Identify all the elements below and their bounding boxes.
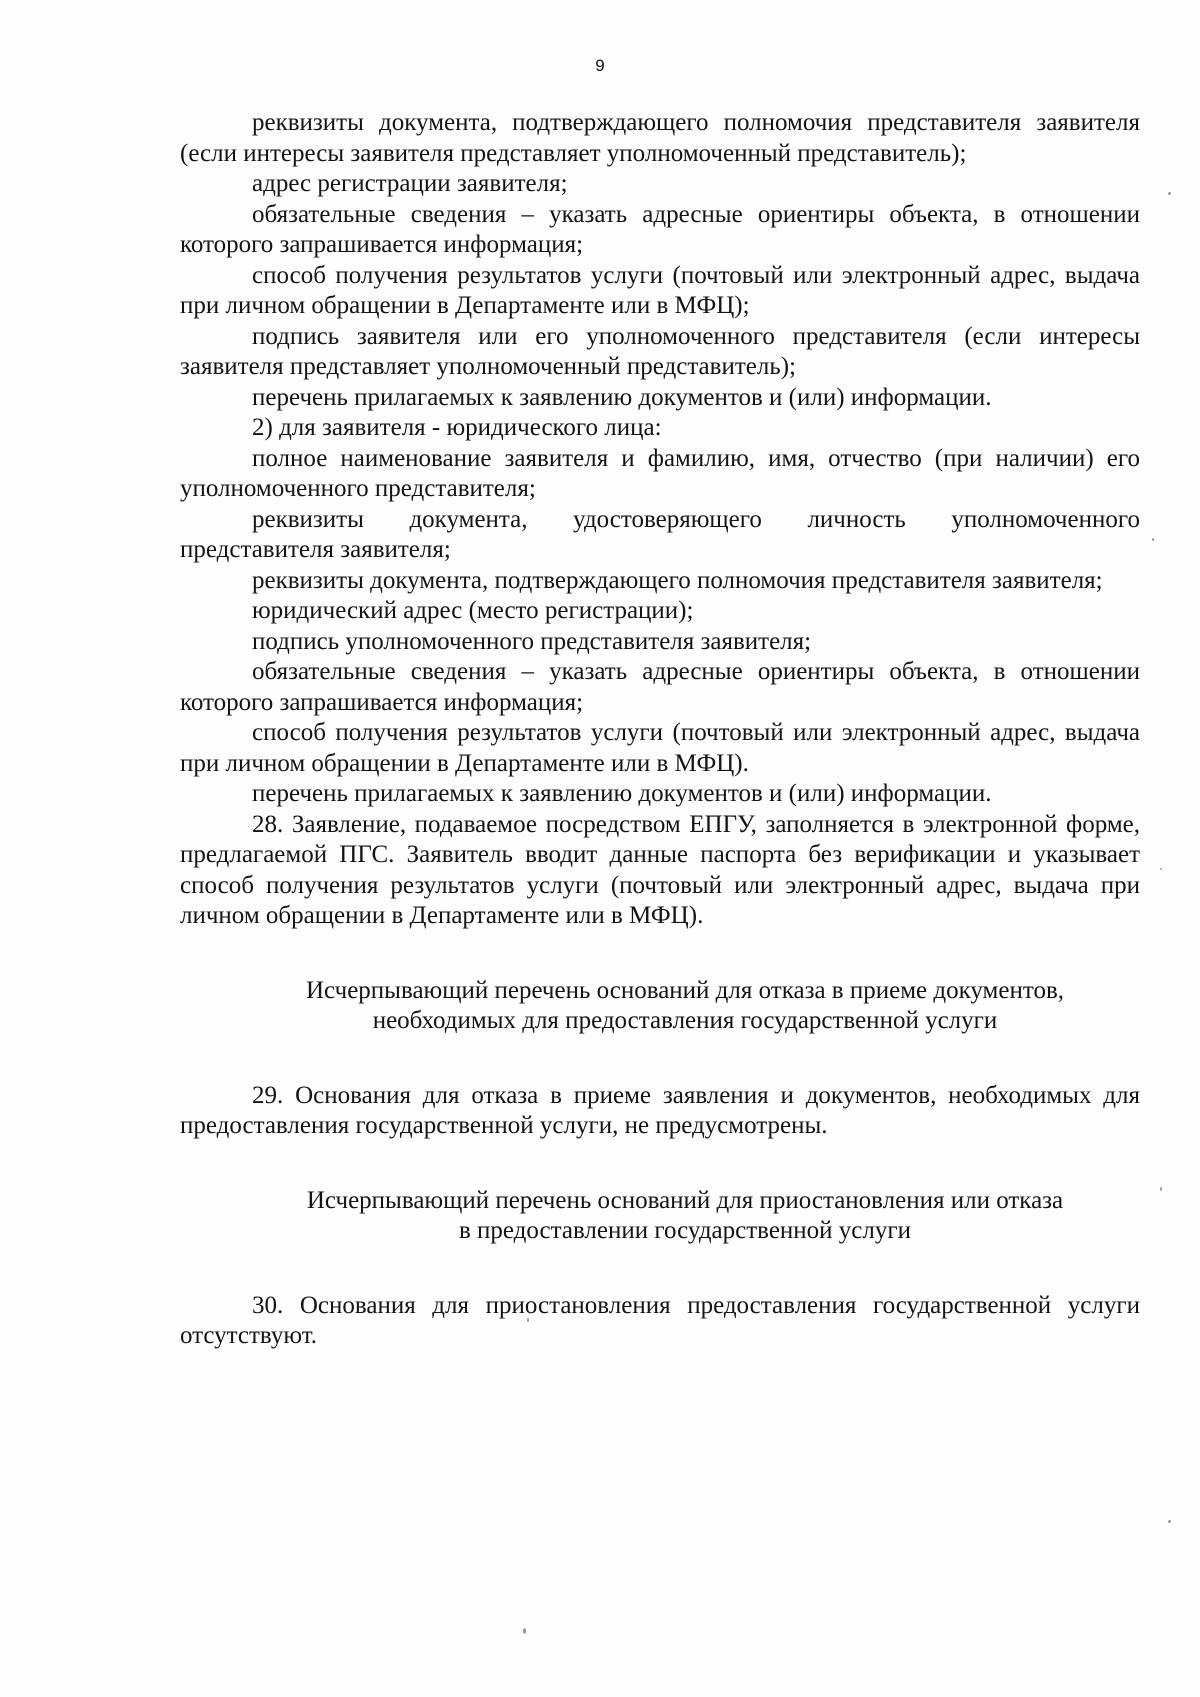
- spacer: [180, 932, 1140, 976]
- scan-speck: [1168, 192, 1171, 195]
- paragraph: обязательные сведения – указать адресные ориентиры объекта, в отношении которого запрашивается информация;: [180, 200, 1140, 258]
- scan-speck: [523, 1628, 526, 1634]
- paragraph: способ получения результатов услуги (почтовый или электронный адрес, выдача при личном обращении в Департаменте или в МФЦ);: [180, 261, 1140, 319]
- paragraph: подпись уполномоченного представителя заявителя;: [252, 627, 812, 655]
- paragraph: обязательные сведения – указать адресные ориентиры объекта, в отношении которого запрашивается информация;: [180, 658, 1140, 716]
- paragraph-30: 30. Основания для приостановления предоставления государственной услуги отсутствуют.: [180, 1291, 1140, 1349]
- section-heading-suspension-line1: Исчерпывающий перечень оснований для приостановления или отказа: [306, 1186, 1064, 1214]
- paragraph-29: 29. Основания для отказа в приеме заявления и документов, необходимых для предоставления государственной услуги, не предусмотрены.: [180, 1081, 1140, 1139]
- paragraph-28: 28. Заявление, подаваемое посредством ЕПГУ, заполняется в электронной форме, предлагаемой ПГС. Заявитель вводит данные паспорта без верификации и указывает способ получения результатов услуги (почтовый или электронный адрес, выдача при личном обращении в Департаменте или в МФЦ).: [180, 810, 1140, 929]
- paragraph: перечень прилагаемых к заявлению документов и (или) информации.: [252, 780, 992, 807]
- paragraph: реквизиты документа, подтверждающего полномочия представителя заявителя (если интересы заявителя представляет уполномоченный представитель);: [180, 109, 1140, 167]
- paragraph: перечень прилагаемых к заявлению документов и (или) информации.: [252, 383, 992, 411]
- paragraph: полное наименование заявителя и фамилию, имя, отчество (при наличии) его уполномоченного представителя;: [180, 444, 1140, 502]
- spacer: [180, 1247, 1140, 1291]
- section-heading-refusal-line1: Исчерпывающий перечень оснований для отказа в приеме документов,: [305, 976, 1065, 1004]
- scan-speck: [1160, 868, 1162, 870]
- spacer: [180, 1142, 1140, 1186]
- scan-speck: [1160, 1187, 1162, 1191]
- paragraph: адрес регистрации заявителя;: [252, 170, 568, 197]
- paragraph: реквизиты документа, удостоверяющего личность уполномоченного представителя заявителя;: [180, 505, 1140, 563]
- paragraph: 2) для заявителя - юридического лица:: [252, 414, 662, 441]
- section-heading-suspension-line2: в предоставлении государственной услуги: [458, 1217, 912, 1244]
- scan-speck: [1168, 1520, 1171, 1523]
- paragraph: реквизиты документа, подтверждающего полномочия представителя заявителя;: [252, 566, 1103, 594]
- scan-speck: [527, 1318, 529, 1322]
- spacer: [180, 1037, 1140, 1081]
- section-heading-refusal-line2: необходимых для предоставления государственной услуги: [372, 1007, 998, 1034]
- page-number: 9: [595, 56, 605, 75]
- document-body: [180, 108, 1140, 1352]
- paragraph: юридический адрес (место регистрации);: [252, 597, 694, 624]
- scan-speck: [1152, 538, 1154, 541]
- paragraph: подпись заявителя или его уполномоченного представителя (если интересы заявителя представляет уполномоченный представитель);: [180, 322, 1140, 380]
- paragraph: способ получения результатов услуги (почтовый или электронный адрес, выдача при личном обращении в Департаменте или в МФЦ).: [180, 719, 1140, 777]
